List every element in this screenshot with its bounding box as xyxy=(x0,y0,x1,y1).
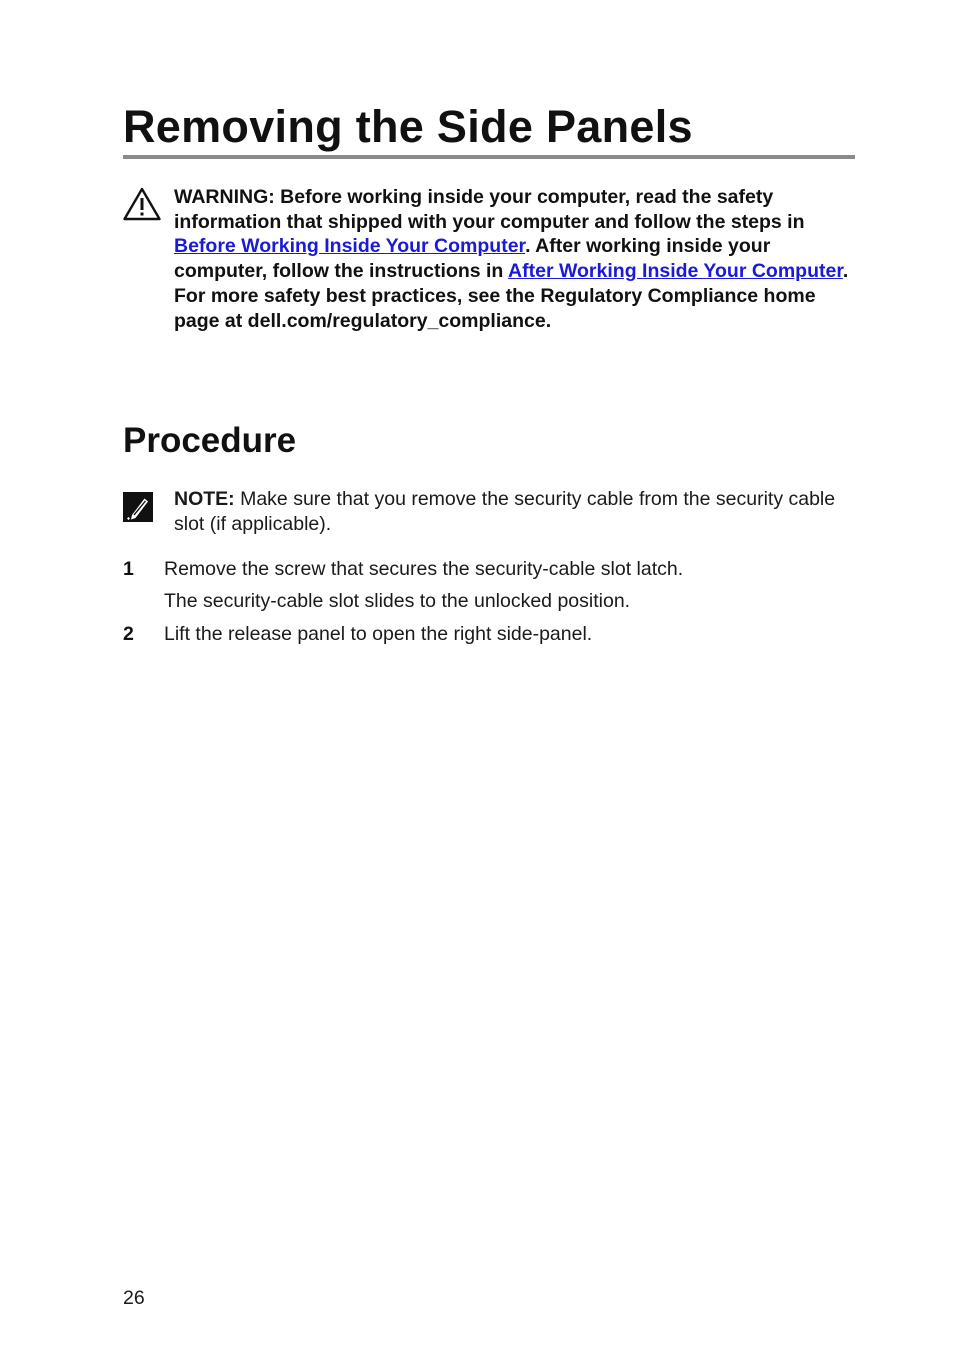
warning-text xyxy=(174,185,858,333)
note-body: Make sure that you remove the security cable from the security cable slot (if applicable). xyxy=(174,488,836,535)
after-working-inside-link[interactable]: After Working Inside Your Computer xyxy=(508,260,843,283)
step-number: 2 xyxy=(123,623,134,645)
step-text: Remove the screw that secures the security-cable slot latch. xyxy=(164,558,684,580)
page-title: Removing the Side Panels xyxy=(123,101,693,152)
title-rule xyxy=(123,155,855,159)
before-working-inside-link[interactable]: Before Working Inside Your Computer xyxy=(174,235,526,258)
step-number: 1 xyxy=(123,558,134,580)
note-label: NOTE: xyxy=(174,488,235,510)
warning-text-part: . For more safety best practices, see the Regulatory Compliance home page at dell.com/regulatory_compliance. xyxy=(174,260,849,332)
step-result: The security-cable slot slides to the unlocked position. xyxy=(164,590,631,612)
warning-text-part: WARNING: Before working inside your computer, read the safety information that shipped with your computer and follow the steps in xyxy=(174,186,805,233)
warning-triangle-icon xyxy=(123,187,161,221)
section-heading: Procedure xyxy=(123,421,297,460)
warning-text-part: . After working inside your computer, follow the instructions in xyxy=(174,235,771,283)
step-text: Lift the release panel to open the right side-panel. xyxy=(164,623,593,645)
page-number: 26 xyxy=(123,1287,145,1309)
note-text xyxy=(174,487,844,537)
note-pencil-icon xyxy=(123,492,153,522)
